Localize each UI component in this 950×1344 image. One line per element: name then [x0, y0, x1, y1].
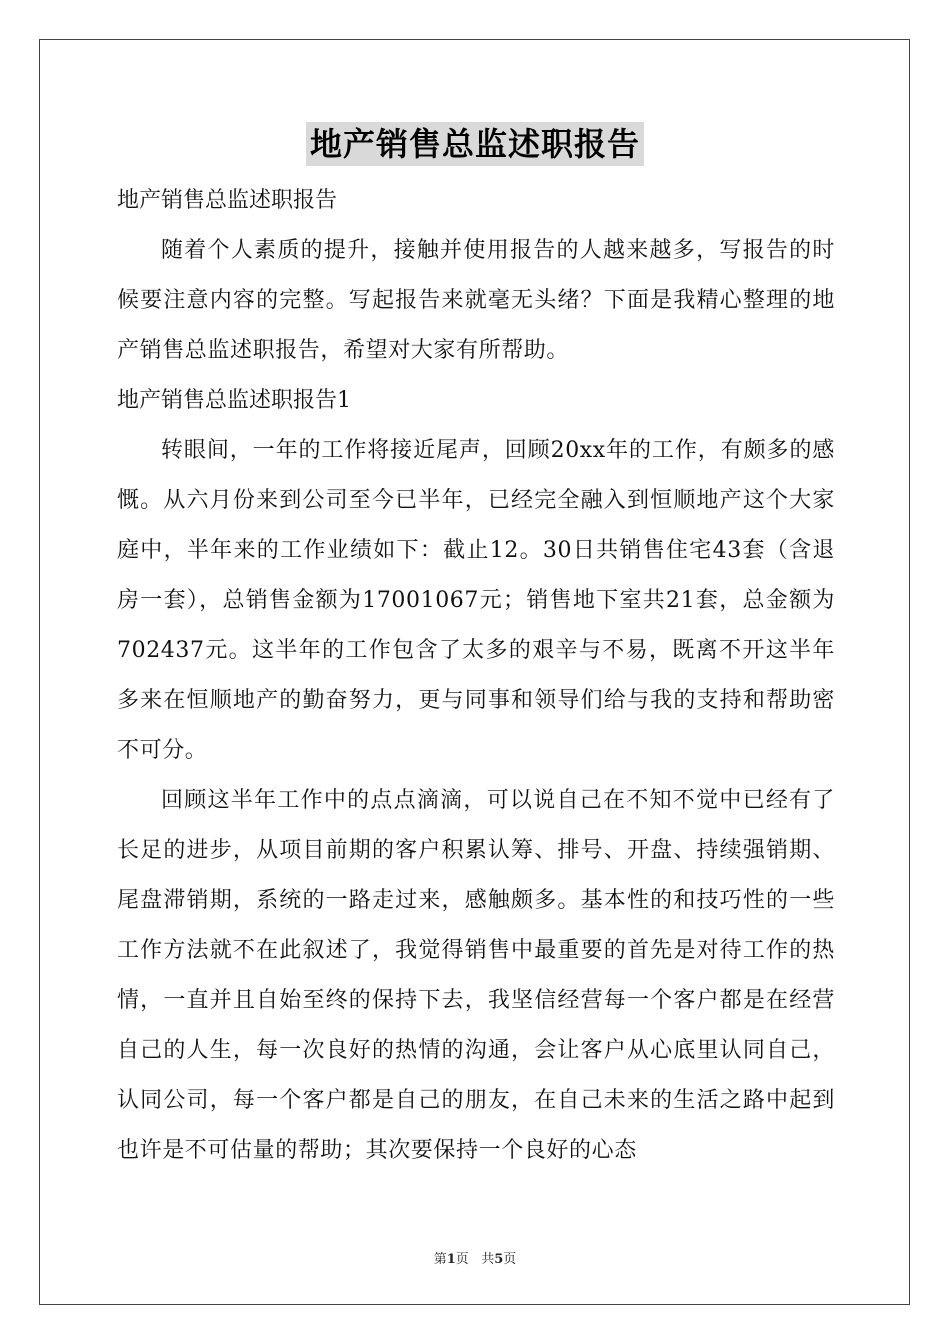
footer-page-suffix: 页	[455, 1252, 469, 1267]
body-paragraph-1: 转眼间，一年的工作将接近尾声，回顾20xx年的工作，有颇多的感慨。从六月份来到公司至今已半年，已经完全融入到恒顺地产这个大家庭中，半年来的工作业绩如下：截止12。30日共销售住宅43套（含退房一套），总销售金额为17001067元；销售地下室共21套，总金额为702437元。这半年的工作包含了太多的艰辛与不易，既离不开这半年多来在恒顺地产的勤奋努力，更与同事和领导们给与我的支持和帮助密不可分。	[117, 438, 835, 763]
body-paragraph-2: 回顾这半年工作中的点点滴滴，可以说自己在不知不觉中已经有了长足的进步，从项目前期的客户积累认筹、排号、开盘、持续强销期、尾盘滞销期，系统的一路走过来，感触颇多。基本性的和技巧性的一些工作方法就不在此叙述了，我觉得销售中最重要的首先是对待工作的热情，一直并且自始至终的保持下去，我坚信经营每一个客户都是在经营自己的人生，每一次良好的热情的沟通，会让客户从心底里认同自己，认同公司，每一个客户都是自己的朋友，在自己未来的生活之路中起到也许是不可估量的帮助；其次要保持一个良好的心态	[117, 788, 835, 1163]
page-footer	[0, 1248, 950, 1267]
subtitle: 地产销售总监述职报告	[117, 188, 338, 213]
title-container	[0, 122, 950, 166]
document-body	[117, 176, 835, 1176]
footer-total-prefix: 共	[481, 1252, 495, 1267]
document-title: 地产销售总监述职报告	[306, 122, 644, 166]
section-heading: 地产销售总监述职报告1	[117, 388, 351, 413]
footer-total-pages: 5	[494, 1252, 504, 1267]
footer-page-number: 1	[446, 1252, 456, 1267]
footer-total-suffix: 页	[503, 1252, 517, 1267]
footer-page-prefix: 第	[433, 1252, 447, 1267]
intro-paragraph: 随着个人素质的提升，接触并使用报告的人越来越多，写报告的时候要注意内容的完整。写起报告来就毫无头绪？下面是我精心整理的地产销售总监述职报告，希望对大家有所帮助。	[117, 238, 835, 363]
